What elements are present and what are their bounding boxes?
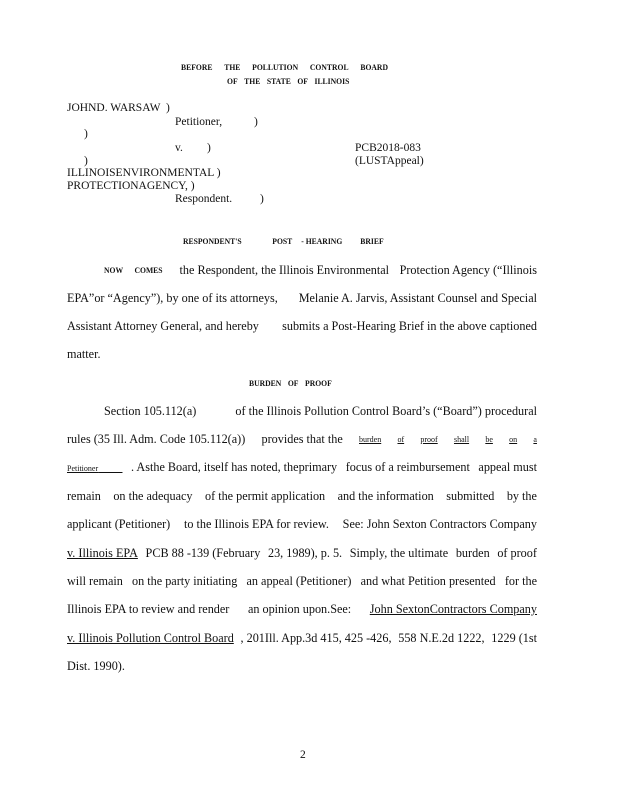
burden-line-8 <box>67 602 537 617</box>
case-citation-underlined: v. Illinois EPA <box>67 546 138 560</box>
text-run: of proof <box>497 546 537 560</box>
caption-word: POLLUTION <box>252 62 299 72</box>
section-heading <box>249 378 332 388</box>
text-run: submitted <box>446 489 495 503</box>
case-citation-underlined: John SextonContractors Company <box>369 602 537 616</box>
underlined-word: be <box>485 435 493 444</box>
caption-word: THE <box>244 76 261 86</box>
title-word: - HEARING <box>301 236 343 246</box>
intro-line-2 <box>67 291 537 306</box>
case-type: (LUSTAppeal) <box>355 155 424 167</box>
burden-line-9 <box>67 631 537 646</box>
text-run: an appeal (Petitioner) <box>246 574 352 588</box>
text-run: 1229 (1st <box>491 631 537 645</box>
text-run: 23, 1989), p. 5. <box>267 546 343 560</box>
text-run: and what Petition presented <box>360 574 496 588</box>
intro-line-4: matter. <box>67 347 101 361</box>
intro-line-3 <box>67 319 537 334</box>
text-run: and the information <box>337 489 434 503</box>
paren: ) <box>84 128 88 140</box>
underlined-word: proof <box>420 435 438 444</box>
text-run: burden <box>455 546 490 560</box>
burden-line-7 <box>67 574 537 589</box>
text-run: on the party initiating <box>132 574 238 588</box>
text-run: for the <box>504 574 537 588</box>
text-run: of the Illinois Pollution Control Board’s (“Board”) procedural <box>235 404 537 418</box>
burden-line-10: Dist. 1990). <box>67 659 125 673</box>
versus: v. <box>175 142 183 154</box>
petitioner-underlined: Petitioner <box>67 464 99 473</box>
burden-line-4 <box>67 489 537 504</box>
text-run: Simply, the ultimate <box>349 546 449 560</box>
text-run: appeal must <box>478 460 537 474</box>
caption-word: CONTROL <box>309 62 349 72</box>
text-run: PCB 88 -139 (February <box>145 546 261 560</box>
respondent-label: Respondent. <box>175 193 233 205</box>
text-run: submits a Post-Hearing Brief in the above captioned <box>282 319 537 333</box>
now-comes: NOW COMES <box>104 265 163 275</box>
heading-word: OF <box>287 378 299 388</box>
paren: ) <box>166 102 170 114</box>
text-run: remain <box>67 489 101 503</box>
caption-word: STATE <box>266 76 291 86</box>
title-word: RESPONDENT'S <box>183 236 242 246</box>
text-run: will remain <box>67 574 123 588</box>
underlined-word: shall <box>453 435 470 444</box>
respondent-name-line2: PROTECTIONAGENCY, ) <box>67 180 195 192</box>
caption-word: BEFORE <box>181 62 213 72</box>
underlined-word: a <box>533 435 537 444</box>
text-run: an opinion upon.See: <box>247 602 352 616</box>
intro-line-1 <box>104 263 537 278</box>
respondent-name-line1: ILLINOISENVIRONMENTAL ) <box>67 167 221 179</box>
heading-word: BURDEN <box>249 378 282 388</box>
petitioner-label: Petitioner, <box>175 116 223 128</box>
text-run: by the <box>506 489 537 503</box>
burden-line-6 <box>67 546 537 561</box>
burden-line-5 <box>67 517 537 532</box>
text-run: Illinois EPA to review and render <box>67 602 230 616</box>
text-run: on the adequacy <box>113 489 193 503</box>
caption-word: BOARD <box>360 62 388 72</box>
paren: ) <box>260 193 264 205</box>
text-run: See: John Sexton Contractors Company <box>342 517 537 531</box>
caption-word: THE <box>224 62 241 72</box>
text-run: provides that the <box>261 432 343 446</box>
text-run: the Respondent, the Illinois Environmental <box>179 263 390 277</box>
text-run: to the Illinois EPA for review. <box>183 517 329 531</box>
text-run: Section 105.112(a) <box>104 404 197 418</box>
title-word: BRIEF <box>360 236 384 246</box>
caption-header-line1 <box>181 62 388 72</box>
underlined-word: burden <box>359 435 382 444</box>
page-number: 2 <box>300 749 306 761</box>
paren: ) <box>84 155 88 167</box>
caption-word: OF <box>297 76 308 86</box>
petitioner-name: JOHND. WARSAW <box>67 102 161 114</box>
caption-header-line2 <box>227 76 349 86</box>
text-run: Melanie A. Jarvis, Assistant Counsel and Special <box>298 291 537 305</box>
underlined-word: on <box>509 435 518 444</box>
case-citation-underlined: v. Illinois Pollution Control Board <box>67 631 234 645</box>
text-run: , 201Ill. App.3d 415, 425 -426, <box>240 631 392 645</box>
underlined-word: of <box>397 435 405 444</box>
text-run: EPA”or “Agency”), by one of its attorneys, <box>67 291 278 305</box>
paren: ) <box>254 116 258 128</box>
burden-line-1 <box>104 404 537 419</box>
text-run: rules (35 Ill. Adm. Code 105.112(a)) <box>67 432 246 446</box>
caption-word: OF <box>227 76 238 86</box>
text-run: of the permit application <box>205 489 326 503</box>
heading-word: PROOF <box>305 378 332 388</box>
text-run: Assistant Attorney General, and hereby <box>67 319 259 333</box>
brief-title <box>183 236 384 246</box>
text-run: 558 N.E.2d 1222, <box>398 631 485 645</box>
burden-line-3 <box>67 460 537 475</box>
paren: ) <box>207 142 211 154</box>
burden-line-2 <box>67 432 537 447</box>
text-run: . Asthe Board, itself has noted, theprimary <box>131 460 338 474</box>
title-word: POST <box>272 236 293 246</box>
text-run: applicant (Petitioner) <box>67 517 171 531</box>
caption-word: ILLINOIS <box>314 76 350 86</box>
text-run: focus of a reimbursement <box>345 460 470 474</box>
case-number: PCB2018-083 <box>355 142 421 154</box>
text-run: Protection Agency (“Illinois <box>399 263 537 277</box>
